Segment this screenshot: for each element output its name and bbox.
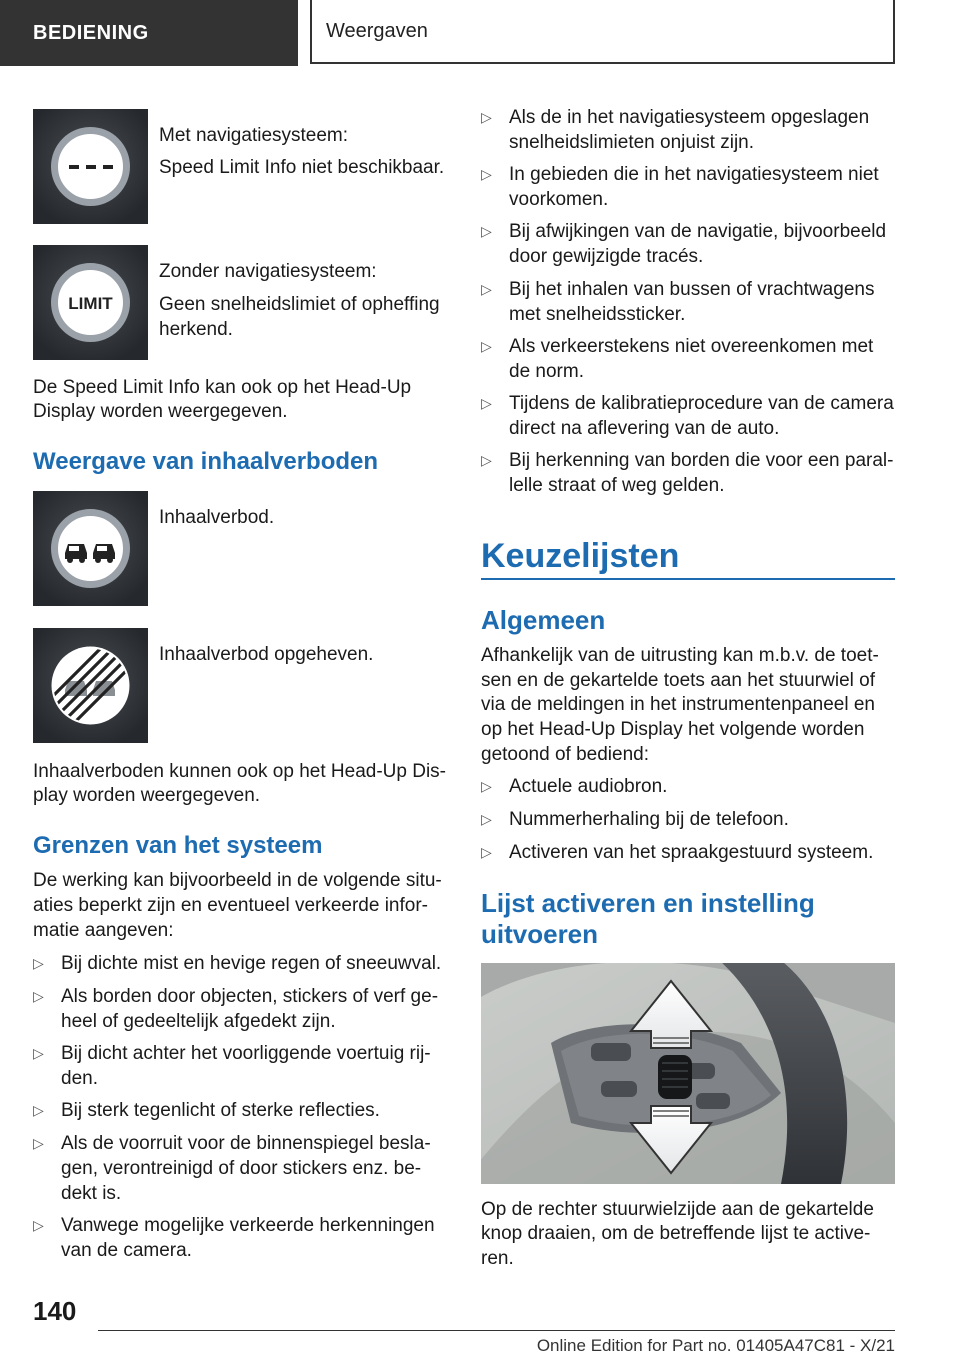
heading-general: Algemeen: [481, 605, 606, 635]
sign2-label: Zonder navigatiesysteem:: [159, 261, 377, 282]
steering-wheel-thumbwheel-illustration: [481, 963, 895, 1184]
limit-sign-text: LIMIT: [68, 294, 113, 313]
triangle-bullet-icon: ▷: [481, 281, 492, 297]
list-item: ▷ Als verkeerstekens niet overeenkomen met de norm.: [481, 336, 874, 382]
triangle-bullet-icon: ▷: [481, 811, 492, 827]
footer-rule: [98, 1330, 895, 1331]
paragraph-limits-3: matie aangeven:: [33, 920, 174, 941]
section-tab: BEDIENING: [0, 0, 298, 66]
paragraph-activate-3: ren.: [481, 1248, 514, 1269]
paragraph-hud-1: De Speed Limit Info kan ook op het Head-Up: [33, 377, 412, 398]
sign4-label: Inhaalverbod opgeheven.: [159, 644, 374, 665]
triangle-bullet-icon: ▷: [33, 1217, 44, 1233]
page-header: [0, 0, 960, 66]
list-item: ▷ Bij het inhalen van bussen of vrachtwagens met snelheidssticker.: [481, 279, 875, 325]
triangle-bullet-icon: ▷: [481, 166, 492, 182]
sign1-label: Met navigatiesysteem:: [159, 125, 349, 146]
triangle-bullet-icon: ▷: [33, 1102, 44, 1118]
list-item: ▷ Activeren van het spraakgestuurd systeem.: [481, 842, 874, 863]
dashes-sign-icon: [33, 109, 148, 224]
paragraph-general-1: Afhankelijk van de uitrusting kan m.b.v. de toet-: [481, 645, 879, 666]
end-no-overtaking-sign-icon: [33, 628, 148, 743]
triangle-bullet-icon: ▷: [481, 338, 492, 354]
triangle-bullet-icon: ▷: [481, 395, 492, 411]
sign3-label: Inhaalverbod.: [159, 507, 275, 528]
list-item: ▷ Bij afwijkingen van de navigatie, bijvoorbeeld door gewijzigde tracés.: [481, 221, 887, 267]
list-item: ▷ Bij dichte mist en hevige regen of sneeuwval.: [33, 953, 442, 974]
list-item: ▷ Bij dicht achter het voorliggende voertuig rij- den.: [33, 1043, 431, 1089]
footer-edition: Online Edition for Part no. 01405A47C81 - X/21: [536, 1336, 895, 1355]
sign2-description-2: herkend.: [159, 319, 233, 340]
paragraph-activate-1: Op de rechter stuurwielzijde aan de gekartelde: [481, 1199, 874, 1220]
triangle-bullet-icon: ▷: [33, 1045, 44, 1061]
heading-activate-1: Lijst activeren en instelling: [481, 888, 815, 918]
triangle-bullet-icon: ▷: [481, 223, 492, 239]
list-item: ▷ In gebieden die in het navigatiesysteem niet voorkomen.: [481, 164, 879, 210]
heading-activate-2: uitvoeren: [481, 919, 599, 949]
triangle-bullet-icon: ▷: [481, 452, 492, 468]
paragraph-general-4: op het Head-Up Display het volgende worden: [481, 719, 865, 740]
list-item: ▷ Bij sterk tegenlicht of sterke reflecties.: [33, 1100, 380, 1121]
list-item: ▷ Als borden door objecten, stickers of verf ge- heel of gedeeltelijk afgedekt zijn.: [33, 986, 439, 1032]
list-item: ▷ Bij herkenning van borden die voor een paral- lelle straat of weg gelden.: [481, 450, 894, 496]
limit-sign-icon: [33, 245, 148, 360]
heading-overtaking: Weergave van inhaalverboden: [33, 448, 379, 475]
triangle-bullet-icon: ▷: [33, 988, 44, 1004]
title-rule: [481, 578, 895, 580]
no-overtaking-sign-icon: [33, 491, 148, 606]
list-item: ▷ Als de in het navigatiesysteem opgeslagen snelheidslimieten onjuist zijn.: [481, 107, 870, 153]
paragraph-limits-1: De werking kan bijvoorbeeld in de volgende situ-: [33, 870, 442, 891]
list-item: ▷ Tijdens de kalibratieprocedure van de camera direct na aflevering van de auto.: [481, 393, 894, 439]
triangle-bullet-icon: ▷: [481, 109, 492, 125]
page-number: 140: [33, 1296, 77, 1326]
triangle-bullet-icon: ▷: [33, 955, 44, 971]
triangle-bullet-icon: ▷: [481, 844, 492, 860]
triangle-bullet-icon: ▷: [33, 1135, 44, 1151]
paragraph-general-5: getoond of bediend:: [481, 744, 649, 765]
chapter-title: Weergaven: [310, 0, 895, 64]
page-title: Keuzelijsten: [481, 537, 680, 575]
heading-system-limits: Grenzen van het systeem: [33, 832, 323, 859]
list-item: ▷ Nummerherhaling bij de telefoon.: [481, 809, 789, 830]
paragraph-hud-2: Display worden weergegeven.: [33, 401, 288, 422]
paragraph-general-2: sen en de gekartelde toets aan het stuurwiel of: [481, 670, 875, 691]
paragraph-general-3: via de meldingen in het instrumentenpaneel en: [481, 694, 875, 715]
sign1-description: Speed Limit Info niet beschikbaar.: [159, 157, 445, 178]
paragraph-overtaking-hud-1: Inhaalverboden kunnen ook op het Head-Up Dis-: [33, 761, 446, 782]
paragraph-overtaking-hud-2: play worden weergegeven.: [33, 785, 261, 806]
list-item: ▷ Actuele audiobron.: [481, 776, 668, 797]
sign2-description-1: Geen snelheidslimiet of opheffing: [159, 294, 440, 315]
triangle-bullet-icon: ▷: [481, 778, 492, 794]
paragraph-limits-2: aties beperkt zijn en eventueel verkeerde infor-: [33, 895, 429, 916]
list-item: ▷ Als de voorruit voor de binnenspiegel besla- gen, verontreinigd of door stickers enz. be- dekt is.: [33, 1133, 431, 1204]
list-item: ▷ Vanwege mogelijke verkeerde herkenningen van de camera.: [33, 1215, 435, 1261]
paragraph-activate-2: knop draaien, om de betreffende lijst te active-: [481, 1223, 871, 1244]
